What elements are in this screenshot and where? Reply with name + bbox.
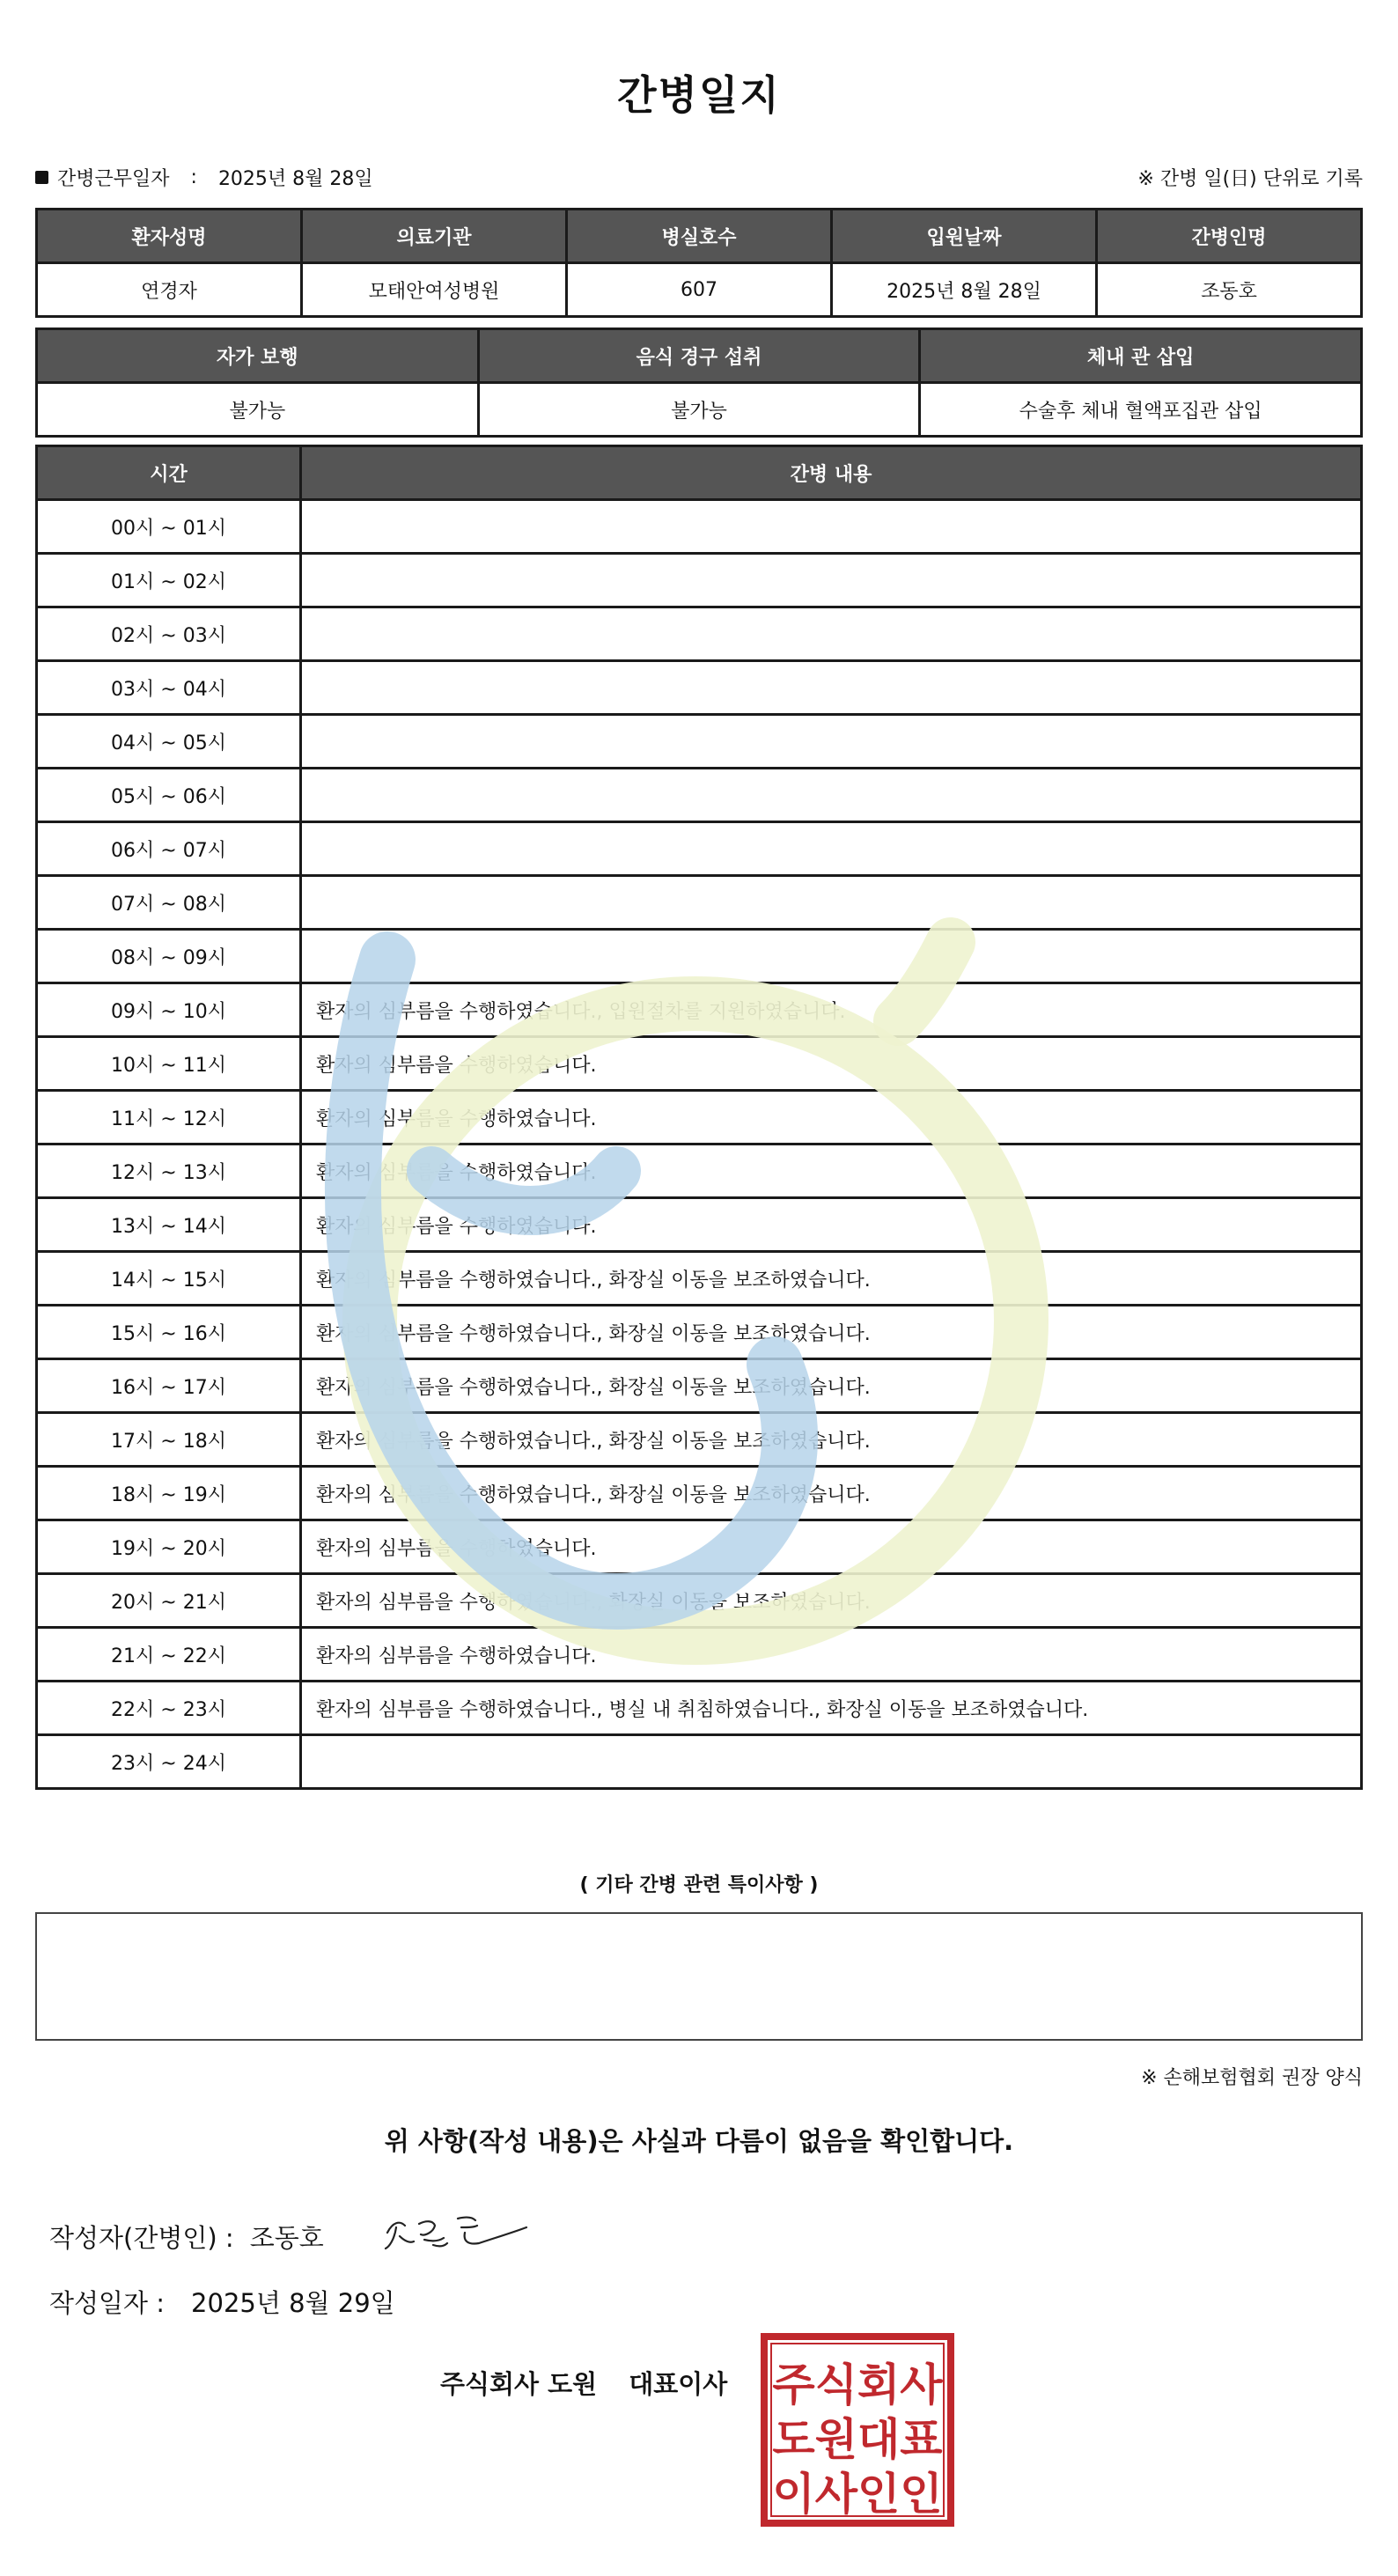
header-patient-name: 환자성명 <box>37 210 302 263</box>
work-date-value: 2025년 8월 28일 <box>217 168 373 190</box>
log-time: 20시 ~ 21시 <box>37 1574 301 1628</box>
log-content <box>301 930 1362 983</box>
log-time: 01시 ~ 02시 <box>37 554 301 607</box>
log-time: 14시 ~ 15시 <box>37 1252 301 1306</box>
log-row <box>37 930 1362 983</box>
log-time: 03시 ~ 04시 <box>37 661 301 715</box>
patient-info-value-row <box>37 263 1362 317</box>
log-header-row <box>37 446 1362 500</box>
log-time: 18시 ~ 19시 <box>37 1467 301 1520</box>
log-row <box>37 715 1362 769</box>
status-value-row <box>37 383 1362 437</box>
log-content <box>301 1735 1362 1789</box>
log-time: 22시 ~ 23시 <box>37 1682 301 1735</box>
log-time: 04시 ~ 05시 <box>37 715 301 769</box>
written-date-line <box>49 2284 395 2320</box>
tube-insertion-value: 수술후 체내 혈액포집관 삽입 <box>920 383 1362 437</box>
log-content: 환자의 심부름을 수행하였습니다., 화장실 이동을 보조하였습니다. <box>301 1306 1362 1359</box>
log-row <box>37 1144 1362 1198</box>
company-name: 주식회사 도원 <box>440 2369 598 2399</box>
log-content: 환자의 심부름을 수행하였습니다. <box>301 1091 1362 1144</box>
page-title: 간병일지 <box>617 71 781 119</box>
log-content <box>301 822 1362 876</box>
self-walking-value: 불가능 <box>37 383 479 437</box>
log-content <box>301 715 1362 769</box>
separator: : <box>190 166 197 188</box>
confirmation-statement: 위 사항(작성 내용)은 사실과 다름이 없음을 확인합니다. <box>384 2126 1014 2156</box>
header-self-walking: 자가 보행 <box>37 329 479 383</box>
log-row <box>37 1091 1362 1144</box>
writer-name: 조동호 <box>249 2223 324 2253</box>
meta-row <box>35 164 1363 199</box>
patient-info-header-row <box>37 210 1362 263</box>
log-time: 02시 ~ 03시 <box>37 607 301 661</box>
log-row <box>37 1252 1362 1306</box>
company-seal-stamp <box>759 2331 956 2528</box>
log-row <box>37 607 1362 661</box>
log-row <box>37 500 1362 554</box>
handwritten-signature <box>380 2197 530 2259</box>
log-row <box>37 983 1362 1037</box>
work-date-line <box>35 164 373 191</box>
seal-line-3: 이사인인 <box>772 2469 943 2520</box>
log-row <box>37 554 1362 607</box>
log-time: 00시 ~ 01시 <box>37 500 301 554</box>
log-content <box>301 661 1362 715</box>
log-row <box>37 822 1362 876</box>
header-room-number: 병실호수 <box>567 210 832 263</box>
log-time: 05시 ~ 06시 <box>37 769 301 822</box>
log-content <box>301 554 1362 607</box>
log-time: 17시 ~ 18시 <box>37 1413 301 1467</box>
log-content: 환자의 심부름을 수행하였습니다., 화장실 이동을 보조하였습니다. <box>301 1252 1362 1306</box>
log-time: 09시 ~ 10시 <box>37 983 301 1037</box>
log-row <box>37 1413 1362 1467</box>
log-row <box>37 1520 1362 1574</box>
patient-name: 연경자 <box>37 263 302 317</box>
hourly-log-table <box>35 445 1363 1790</box>
oral-intake-value: 불가능 <box>478 383 920 437</box>
writer-line <box>49 2219 324 2255</box>
log-time: 10시 ~ 11시 <box>37 1037 301 1091</box>
log-time: 13시 ~ 14시 <box>37 1198 301 1252</box>
log-row <box>37 1037 1362 1091</box>
admission-date: 2025년 8월 28일 <box>832 263 1097 317</box>
log-content <box>301 876 1362 930</box>
unit-note: ※ 간병 일(日) 단위로 기록 <box>1137 168 1363 190</box>
room-number: 607 <box>567 263 832 317</box>
log-time: 19시 ~ 20시 <box>37 1520 301 1574</box>
header-caregiver-name: 간병인명 <box>1097 210 1362 263</box>
log-row <box>37 769 1362 822</box>
log-content <box>301 769 1362 822</box>
log-time: 15시 ~ 16시 <box>37 1306 301 1359</box>
log-content: 환자의 심부름을 수행하였습니다., 화장실 이동을 보조하였습니다. <box>301 1359 1362 1413</box>
seal-line-2: 도원대표 <box>772 2414 943 2465</box>
log-time: 21시 ~ 22시 <box>37 1628 301 1682</box>
log-time: 16시 ~ 17시 <box>37 1359 301 1413</box>
header-time: 시간 <box>37 446 301 500</box>
header-admission-date: 입원날짜 <box>832 210 1097 263</box>
log-time: 12시 ~ 13시 <box>37 1144 301 1198</box>
log-content: 환자의 심부름을 수행하였습니다., 화장실 이동을 보조하였습니다. <box>301 1413 1362 1467</box>
log-time: 11시 ~ 12시 <box>37 1091 301 1144</box>
log-content: 환자의 심부름을 수행하였습니다. <box>301 1144 1362 1198</box>
log-content: 환자의 심부름을 수행하였습니다. <box>301 1520 1362 1574</box>
patient-info-table <box>35 208 1363 318</box>
log-row <box>37 661 1362 715</box>
log-row <box>37 1574 1362 1628</box>
log-time: 23시 ~ 24시 <box>37 1735 301 1789</box>
log-content: 환자의 심부름을 수행하였습니다. <box>301 1037 1362 1091</box>
log-table-body <box>37 500 1362 1789</box>
log-row <box>37 1735 1362 1789</box>
hospital-name: 모태안여성병원 <box>302 263 567 317</box>
remarks-box <box>35 1912 1363 2041</box>
log-content: 환자의 심부름을 수행하였습니다. <box>301 1198 1362 1252</box>
log-row <box>37 1628 1362 1682</box>
writer-label: 작성자(간병인) : <box>49 2223 234 2253</box>
log-time: 06시 ~ 07시 <box>37 822 301 876</box>
log-row <box>37 876 1362 930</box>
log-content: 환자의 심부름을 수행하였습니다., 병실 내 취침하였습니다., 화장실 이동을 보조하였습니다. <box>301 1682 1362 1735</box>
bullet-square-icon <box>35 171 48 184</box>
status-header-row <box>37 329 1362 383</box>
header-oral-intake: 음식 경구 섭취 <box>478 329 920 383</box>
log-content: 환자의 심부름을 수행하였습니다., 입원절차를 지원하였습니다. <box>301 983 1362 1037</box>
log-row <box>37 1682 1362 1735</box>
company-role: 대표이사 <box>629 2369 728 2399</box>
header-hospital: 의료기관 <box>302 210 567 263</box>
log-row <box>37 1198 1362 1252</box>
log-content: 환자의 심부름을 수행하였습니다., 화장실 이동을 보조하였습니다. <box>301 1574 1362 1628</box>
caregiver-name: 조동호 <box>1097 263 1362 317</box>
seal-line-1: 주식회사 <box>772 2359 943 2410</box>
log-row <box>37 1467 1362 1520</box>
log-row <box>37 1306 1362 1359</box>
written-date-value: 2025년 8월 29일 <box>191 2288 395 2318</box>
log-content: 환자의 심부름을 수행하였습니다., 화장실 이동을 보조하였습니다. <box>301 1467 1362 1520</box>
source-note: ※ 손해보험협회 권장 양식 <box>1141 2067 1363 2089</box>
patient-status-table <box>35 328 1363 438</box>
log-time: 08시 ~ 09시 <box>37 930 301 983</box>
log-content <box>301 607 1362 661</box>
header-care-content: 간병 내용 <box>301 446 1362 500</box>
work-date-label: 간병근무일자 <box>57 168 170 190</box>
written-date-label: 작성일자 : <box>49 2288 166 2318</box>
company-line <box>440 2365 727 2401</box>
log-time: 07시 ~ 08시 <box>37 876 301 930</box>
remarks-title: ( 기타 간병 관련 특이사항 ) <box>579 1874 819 1896</box>
log-content: 환자의 심부름을 수행하였습니다. <box>301 1628 1362 1682</box>
log-row <box>37 1359 1362 1413</box>
header-tube-insertion: 체내 관 삽입 <box>920 329 1362 383</box>
log-content <box>301 500 1362 554</box>
